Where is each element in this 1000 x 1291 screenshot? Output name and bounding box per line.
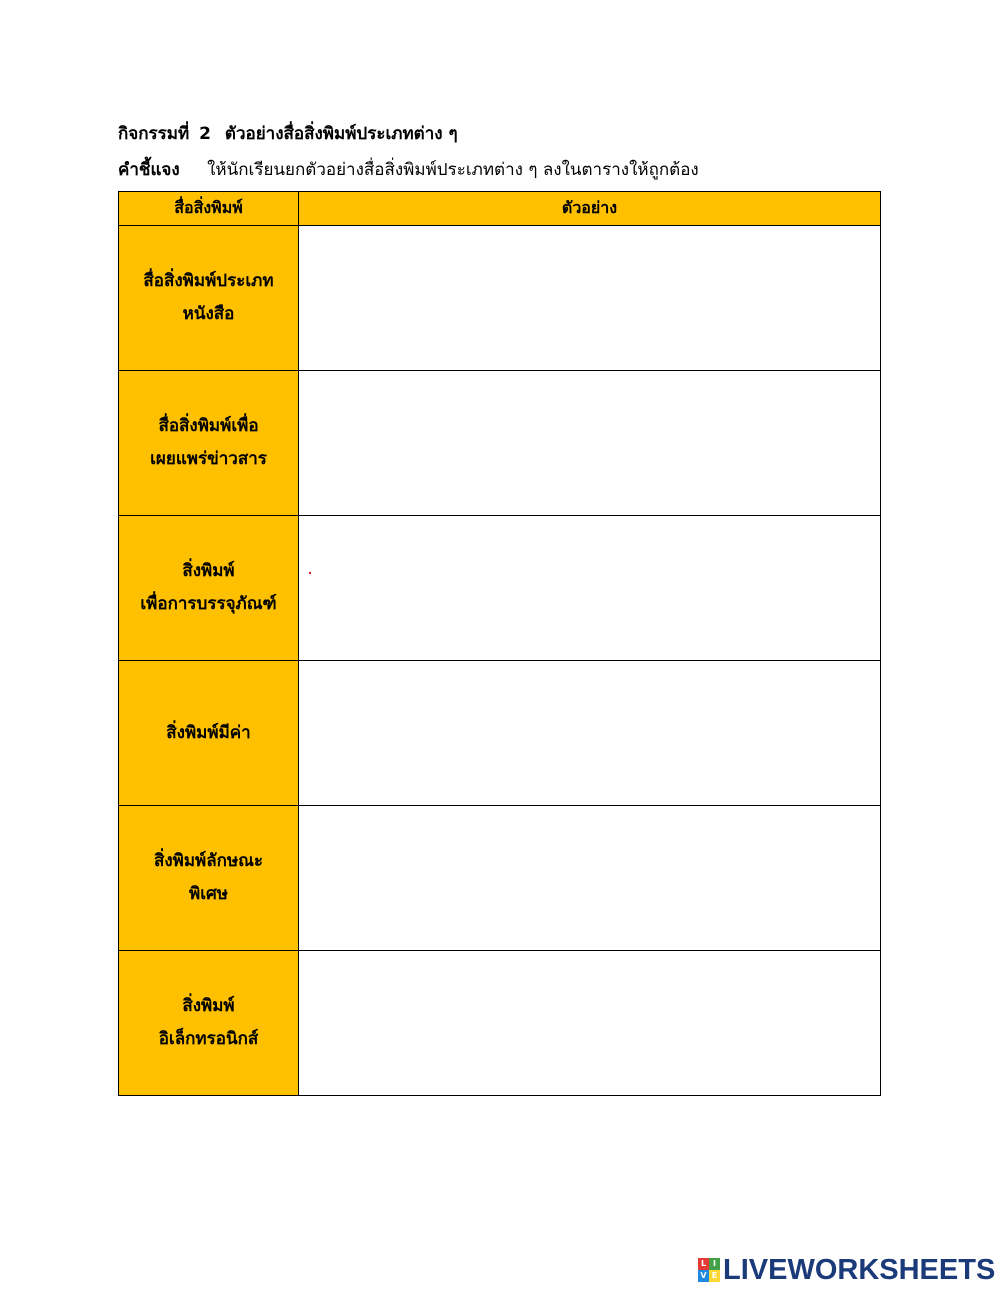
answer-cell[interactable]	[299, 951, 881, 1096]
brand-text: LIVEWORKSHEETS	[723, 1253, 996, 1286]
logo-letter: I	[709, 1258, 720, 1270]
media-type-line2: อิเล็กทรอนิกส์	[158, 1029, 259, 1049]
table-row	[119, 951, 881, 1096]
logo-letter: E	[709, 1270, 720, 1282]
media-type-cell	[119, 951, 299, 1096]
activity-title-text: ตัวอย่างสื่อสิ่งพิมพ์ประเภทต่าง ๆ	[224, 124, 458, 144]
answer-cell[interactable]	[299, 516, 881, 661]
media-type-line1: สิ่งพิมพ์	[182, 561, 235, 581]
table-row	[119, 806, 881, 951]
table-row	[119, 516, 881, 661]
media-type-line2: พิเศษ	[188, 884, 228, 904]
table-row	[119, 661, 881, 806]
logo-letter: V	[698, 1270, 709, 1282]
answer-cell[interactable]	[299, 806, 881, 951]
instruction-label: คำชี้แจง	[118, 160, 180, 180]
answer-cell[interactable]	[299, 661, 881, 806]
answer-cell[interactable]	[299, 226, 881, 371]
header-media-type: สื่อสิ่งพิมพ์	[119, 192, 299, 226]
instruction-text: ให้นักเรียนยกตัวอย่างสื่อสิ่งพิมพ์ประเภทต่าง ๆ ลงในตารางให้ถูกต้อง	[207, 160, 699, 180]
liveworksheets-brand[interactable]	[698, 1254, 995, 1286]
media-type-line1: สิ่งพิมพ์มีค่า	[166, 722, 251, 743]
activity-number: 2	[199, 124, 211, 144]
media-type-cell	[119, 371, 299, 516]
answer-cell[interactable]	[299, 371, 881, 516]
header-examples: ตัวอย่าง	[299, 192, 881, 226]
logo-letter: L	[698, 1258, 709, 1270]
activity-title	[118, 120, 458, 147]
media-type-cell	[119, 226, 299, 371]
liveworksheets-logo-icon	[698, 1258, 720, 1282]
media-type-line1: สิ่งพิมพ์ลักษณะ	[153, 851, 264, 871]
media-type-cell	[119, 661, 299, 806]
activity-title-prefix: กิจกรรมที่	[118, 124, 190, 144]
media-type-line1: สื่อสิ่งพิมพ์เพื่อ	[158, 416, 259, 436]
media-type-line1: สิ่งพิมพ์	[182, 996, 235, 1016]
media-type-cell	[119, 806, 299, 951]
media-type-cell	[119, 516, 299, 661]
table-row	[119, 226, 881, 371]
media-type-line2: หนังสือ	[182, 304, 235, 324]
stray-mark	[309, 572, 311, 574]
media-type-line2: เพื่อการบรรจุภัณฑ์	[140, 594, 277, 614]
media-type-line2: เผยแพร่ข่าวสาร	[150, 449, 267, 469]
table-header-row	[119, 192, 881, 226]
table-row	[119, 371, 881, 516]
worksheet-table	[118, 191, 881, 1096]
media-type-line1: สื่อสิ่งพิมพ์ประเภท	[143, 271, 274, 291]
instruction	[118, 156, 699, 183]
